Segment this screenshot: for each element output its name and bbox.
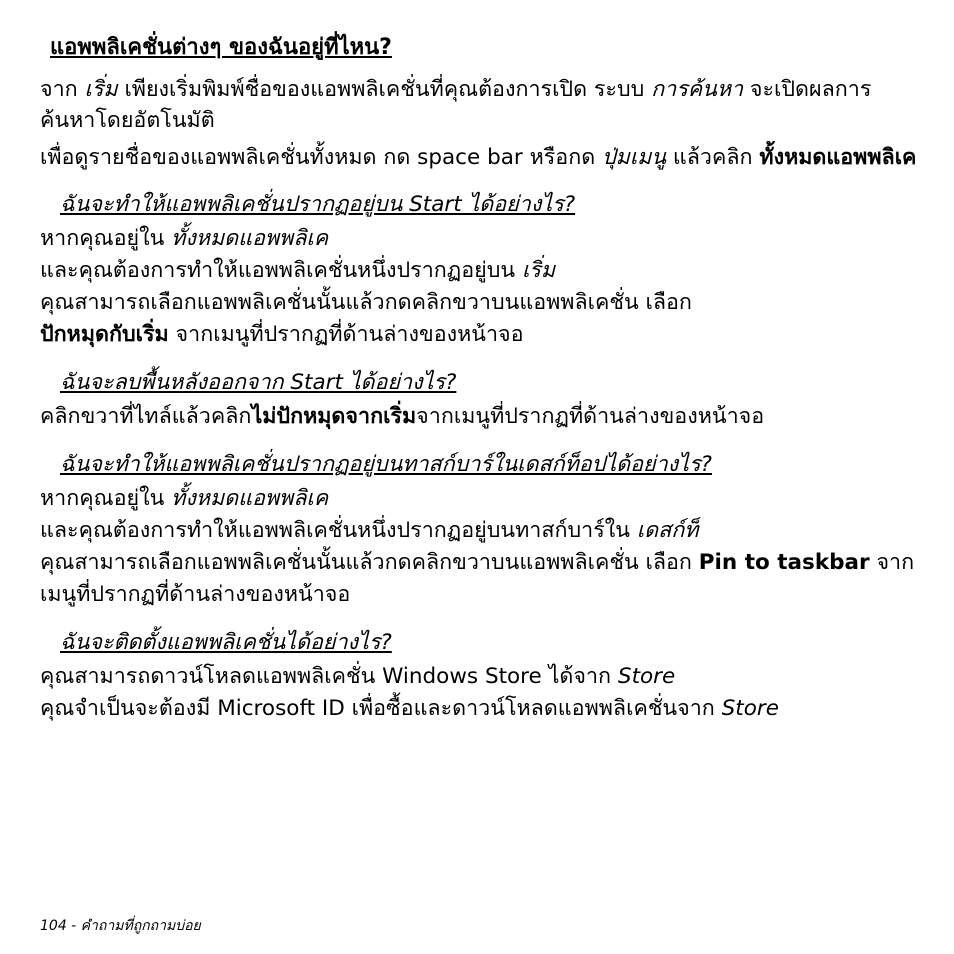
section-heading-pin-taskbar: ฉันจะทำให้แอพพลิเคชั่นปรากฏอยู่บนทาสก์บาร์ในเดสก์ท็อปได้อย่างไร? bbox=[60, 452, 712, 477]
all-apps-term: ทั้งหมดแอพพลิเค bbox=[171, 486, 329, 511]
text: คุณสามารถดาวน์โหลดแอพพลิเคชั่น Windows Store ได้จาก bbox=[40, 664, 618, 689]
section-line bbox=[40, 547, 920, 611]
text: คุณสามารถเลือกแอพพลิเคชั่นนั้นแล้วกดคลิกขวาบนแอพพลิเคชั่น เลือก bbox=[40, 290, 692, 315]
page-footer: 104 - คำถามที่ถูกถามบ่อย bbox=[40, 918, 201, 934]
section-heading-remove-tile: ฉันจะลบพื้นหลังออกจาก Start ได้อย่างไร? bbox=[60, 370, 457, 395]
text: จากเมนูที่ปรากฏที่ด้านล่างของหน้าจอ bbox=[416, 404, 765, 429]
section-line bbox=[40, 661, 920, 693]
intro-paragraph-2 bbox=[40, 142, 920, 173]
unpin-from-start-term: ไม่ปักหมุดจากเริ่ม bbox=[251, 404, 417, 429]
page-title: แอพพลิเคชั่นต่างๆ ของฉันอยู่ที่ไหน? bbox=[50, 35, 392, 60]
text: และคุณต้องการทำให้แอพพลิเคชั่นหนึ่งปรากฏอยู่บน bbox=[40, 258, 522, 283]
pin-to-start-term: ปักหมุดกับเริ่ม bbox=[40, 322, 169, 347]
document-page bbox=[40, 30, 920, 725]
text: จะเปิดผลการค้นหาโดยอัตโนมัติ bbox=[40, 77, 872, 133]
text: คุณจำเป็นจะต้องมี Microsoft ID เพื่อซื้อและดาวน์โหลดแอพพลิเคชั่นจาก bbox=[40, 696, 722, 721]
text: จาก bbox=[40, 77, 85, 102]
all-apps-term: ทั้งหมดแอพพลิเค bbox=[759, 145, 917, 170]
text: จากเมนูที่ปรากฏที่ด้านล่างของหน้าจอ bbox=[40, 550, 915, 607]
text: คลิกขวาที่ไทล์แล้วคลิก bbox=[40, 404, 252, 429]
section-line bbox=[40, 693, 920, 725]
section-line bbox=[40, 223, 920, 255]
menu-key-term: ปุ่มเมนู bbox=[602, 145, 667, 170]
text: เพียงเริ่มพิมพ์ชื่อของแอพพลิเคชั่นที่คุณต้องการเปิด ระบบ bbox=[117, 77, 652, 102]
store-term: Store bbox=[617, 664, 676, 689]
section-line bbox=[40, 255, 920, 287]
text: เพื่อดูรายชื่อของแอพพลิเคชั่นทั้งหมด กด space bar หรือกด bbox=[40, 145, 603, 170]
section-heading-pin-start: ฉันจะทำให้แอพพลิเคชั่นปรากฏอยู่บน Start ได้อย่างไร? bbox=[60, 192, 576, 217]
start-term: เริ่ม bbox=[521, 258, 556, 283]
section-heading-install-apps: ฉันจะติดตั้งแอพพลิเคชั่นได้อย่างไร? bbox=[60, 630, 392, 655]
text: และคุณต้องการทำให้แอพพลิเคชั่นหนึ่งปรากฏอยู่บนทาสก์บาร์ใน bbox=[40, 518, 637, 543]
start-term: เริ่ม bbox=[84, 77, 118, 102]
pin-to-taskbar-term: Pin to taskbar bbox=[698, 550, 870, 575]
text: จากเมนูที่ปรากฏที่ด้านล่างของหน้าจอ bbox=[168, 322, 524, 347]
desktop-term: เดสก์ท็ bbox=[636, 518, 699, 543]
section-line bbox=[40, 483, 920, 515]
text: คุณสามารถเลือกแอพพลิเคชั่นนั้นแล้วกดคลิกขวาบนแอพพลิเคชั่น เลือก bbox=[40, 550, 699, 575]
section-line bbox=[40, 401, 920, 433]
section-line bbox=[40, 287, 920, 319]
store-term: Store bbox=[721, 696, 779, 721]
text: หากคุณอยู่ใน bbox=[40, 226, 172, 251]
text: แล้วคลิก bbox=[666, 145, 760, 170]
section-line bbox=[40, 515, 920, 547]
search-term: การค้นหา bbox=[651, 77, 744, 102]
section-line bbox=[40, 319, 920, 351]
all-apps-term: ทั้งหมดแอพพลิเค bbox=[171, 226, 329, 251]
intro-paragraph-1 bbox=[40, 74, 920, 136]
text: หากคุณอยู่ใน bbox=[40, 486, 172, 511]
